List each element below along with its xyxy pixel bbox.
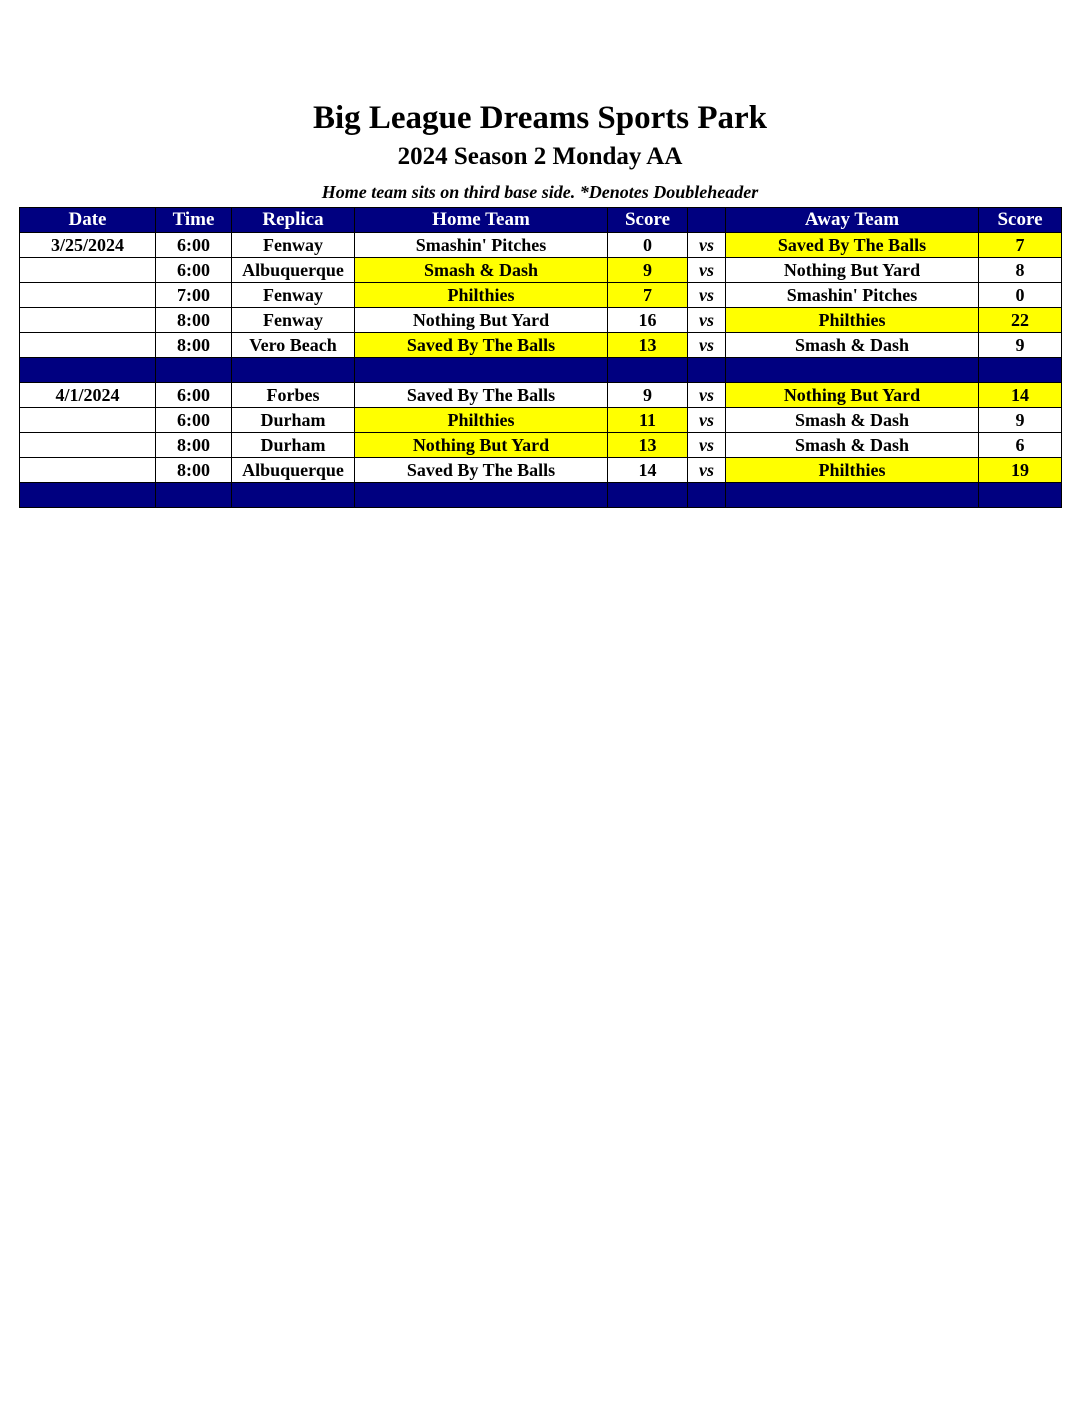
table-row — [20, 308, 1062, 333]
vs-label: vs — [688, 383, 726, 408]
week-separator-row — [20, 358, 1062, 383]
away-team: Philthies — [726, 458, 979, 483]
away-score: 8 — [979, 258, 1062, 283]
page-title: Big League Dreams Sports Park — [312, 100, 768, 136]
home-team: Saved By The Balls — [355, 458, 608, 483]
separator-cell — [156, 358, 232, 383]
away-score: 19 — [979, 458, 1062, 483]
week-separator-row — [20, 483, 1062, 508]
away-score: 22 — [979, 308, 1062, 333]
table-row — [20, 383, 1062, 408]
game-date — [20, 458, 156, 483]
separator-cell — [355, 358, 608, 383]
separator-cell — [232, 483, 355, 508]
vs-label: vs — [688, 308, 726, 333]
home-team: Smash & Dash — [355, 258, 608, 283]
table-header-row — [20, 208, 1062, 233]
away-score: 6 — [979, 433, 1062, 458]
schedule-body — [20, 233, 1062, 508]
table-row — [20, 333, 1062, 358]
home-team: Saved By The Balls — [355, 383, 608, 408]
game-date — [20, 433, 156, 458]
vs-label: vs — [688, 283, 726, 308]
away-team: Philthies — [726, 308, 979, 333]
away-score: 0 — [979, 283, 1062, 308]
column-header-away-team: Away Team — [726, 208, 979, 233]
table-row — [20, 408, 1062, 433]
separator-cell — [726, 483, 979, 508]
game-time: 8:00 — [156, 458, 232, 483]
away-team: Smash & Dash — [726, 433, 979, 458]
separator-cell — [608, 483, 688, 508]
game-date — [20, 308, 156, 333]
game-date — [20, 283, 156, 308]
separator-cell — [232, 358, 355, 383]
game-replica: Albuquerque — [232, 458, 355, 483]
column-header-replica: Replica — [232, 208, 355, 233]
away-score: 9 — [979, 408, 1062, 433]
away-team: Smashin' Pitches — [726, 283, 979, 308]
home-score: 9 — [608, 258, 688, 283]
page-subtitle: 2024 Season 2 Monday AA — [397, 143, 683, 170]
vs-label: vs — [688, 408, 726, 433]
home-score: 14 — [608, 458, 688, 483]
separator-cell — [20, 358, 156, 383]
home-score: 0 — [608, 233, 688, 258]
game-date — [20, 258, 156, 283]
table-row — [20, 258, 1062, 283]
column-header-vs — [688, 208, 726, 233]
column-header-away-score: Score — [979, 208, 1062, 233]
away-score: 14 — [979, 383, 1062, 408]
separator-cell — [979, 483, 1062, 508]
away-team: Smash & Dash — [726, 408, 979, 433]
game-replica: Durham — [232, 408, 355, 433]
game-time: 8:00 — [156, 433, 232, 458]
vs-label: vs — [688, 258, 726, 283]
home-score: 13 — [608, 433, 688, 458]
table-row — [20, 433, 1062, 458]
home-team: Philthies — [355, 283, 608, 308]
home-score: 11 — [608, 408, 688, 433]
home-score: 13 — [608, 333, 688, 358]
column-header-home-team: Home Team — [355, 208, 608, 233]
game-replica: Vero Beach — [232, 333, 355, 358]
away-team: Smash & Dash — [726, 333, 979, 358]
game-replica: Forbes — [232, 383, 355, 408]
separator-cell — [688, 483, 726, 508]
away-team: Nothing But Yard — [726, 258, 979, 283]
separator-cell — [20, 483, 156, 508]
game-replica: Fenway — [232, 233, 355, 258]
home-score: 7 — [608, 283, 688, 308]
schedule-table — [19, 207, 1062, 508]
away-team: Nothing But Yard — [726, 383, 979, 408]
away-team: Saved By The Balls — [726, 233, 979, 258]
table-row — [20, 458, 1062, 483]
game-replica: Fenway — [232, 283, 355, 308]
separator-cell — [726, 358, 979, 383]
game-time: 6:00 — [156, 233, 232, 258]
table-row — [20, 283, 1062, 308]
table-row — [20, 233, 1062, 258]
home-team: Saved By The Balls — [355, 333, 608, 358]
game-time: 7:00 — [156, 283, 232, 308]
away-score: 9 — [979, 333, 1062, 358]
home-score: 9 — [608, 383, 688, 408]
game-date — [20, 408, 156, 433]
game-replica: Fenway — [232, 308, 355, 333]
game-date: 3/25/2024 — [20, 233, 156, 258]
separator-cell — [355, 483, 608, 508]
separator-cell — [688, 358, 726, 383]
home-team: Philthies — [355, 408, 608, 433]
vs-label: vs — [688, 433, 726, 458]
separator-cell — [979, 358, 1062, 383]
schedule-note: Home team sits on third base side. *Denotes Doubleheader — [321, 182, 759, 202]
home-team: Nothing But Yard — [355, 308, 608, 333]
game-time: 6:00 — [156, 408, 232, 433]
game-time: 8:00 — [156, 333, 232, 358]
vs-label: vs — [688, 458, 726, 483]
vs-label: vs — [688, 333, 726, 358]
game-time: 6:00 — [156, 258, 232, 283]
separator-cell — [156, 483, 232, 508]
game-time: 8:00 — [156, 308, 232, 333]
game-replica: Albuquerque — [232, 258, 355, 283]
separator-cell — [608, 358, 688, 383]
game-date — [20, 333, 156, 358]
home-team: Smashin' Pitches — [355, 233, 608, 258]
home-score: 16 — [608, 308, 688, 333]
game-replica: Durham — [232, 433, 355, 458]
game-date: 4/1/2024 — [20, 383, 156, 408]
vs-label: vs — [688, 233, 726, 258]
column-header-time: Time — [156, 208, 232, 233]
home-team: Nothing But Yard — [355, 433, 608, 458]
column-header-home-score: Score — [608, 208, 688, 233]
game-time: 6:00 — [156, 383, 232, 408]
away-score: 7 — [979, 233, 1062, 258]
column-header-date: Date — [20, 208, 156, 233]
